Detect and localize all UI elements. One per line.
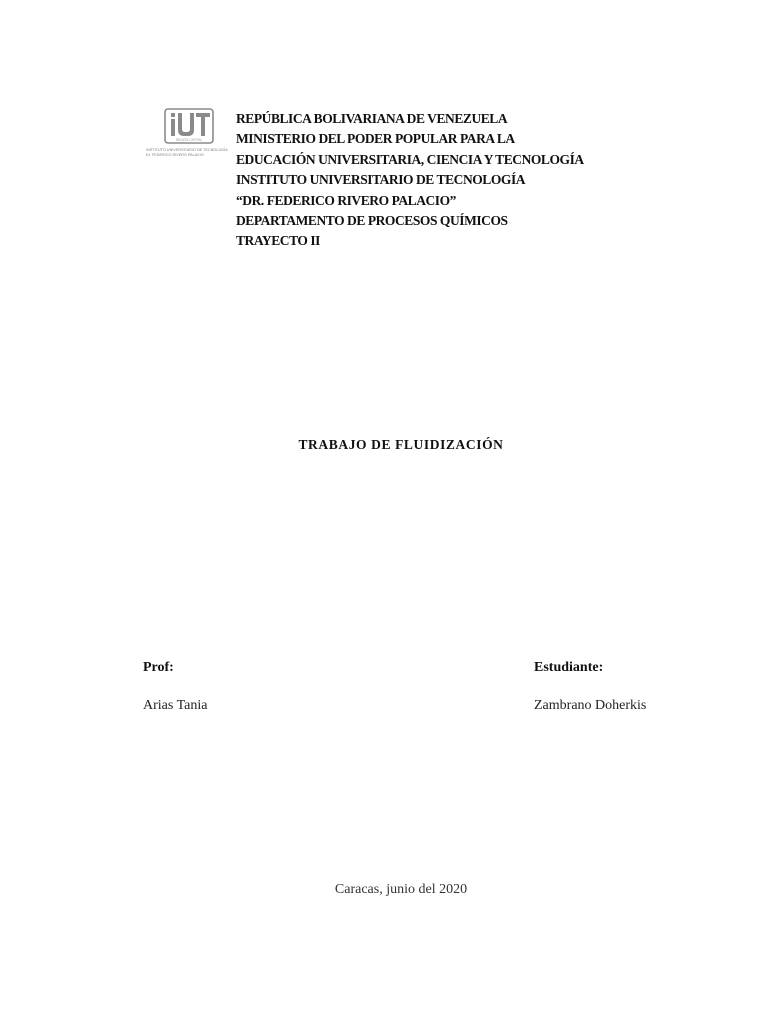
logo-caption-line-1: INSTITUTO UNIVERSITARIO DE TECNOLOGÍA — [146, 148, 228, 152]
student-name: Zambrano Doherkis — [534, 698, 647, 713]
header-line-republic: REPÚBLICA BOLIVARIANA DE VENEZUELA — [236, 111, 508, 126]
document-title: TRABAJO DE FLUIDIZACIÓN — [298, 437, 504, 452]
institution-logo — [146, 108, 232, 164]
place-date: Caracas, junio del 2020 — [334, 882, 468, 897]
header-line-ministry: MINISTERIO DEL PODER POPULAR PARA LA — [236, 131, 515, 147]
header-line-department: DEPARTAMENTO DE PROCESOS QUÍMICOS — [236, 213, 508, 229]
professor-name: Arias Tania — [143, 698, 208, 713]
institution-header — [236, 109, 656, 252]
header-line-institute: INSTITUTO UNIVERSITARIO DE TECNOLOGÍA — [236, 172, 526, 188]
header-line-institute-name: “DR. FEDERICO RIVERO PALACIO” — [236, 192, 456, 208]
logo-caption-line-2: Dr. FEDERICO RIVERO PALACIO — [146, 153, 204, 157]
professor-label: Prof: — [143, 660, 174, 675]
header-line-trayecto: TRAYECTO II — [236, 233, 320, 249]
iut-logo-mark — [146, 108, 232, 148]
logo-inner-text: REGIÓN CAPITAL — [175, 138, 203, 142]
header-line-ministry-scope: EDUCACIÓN UNIVERSITARIA, CIENCIA Y TECNOLOGÍA — [236, 151, 584, 167]
student-label: Estudiante: — [534, 660, 604, 675]
